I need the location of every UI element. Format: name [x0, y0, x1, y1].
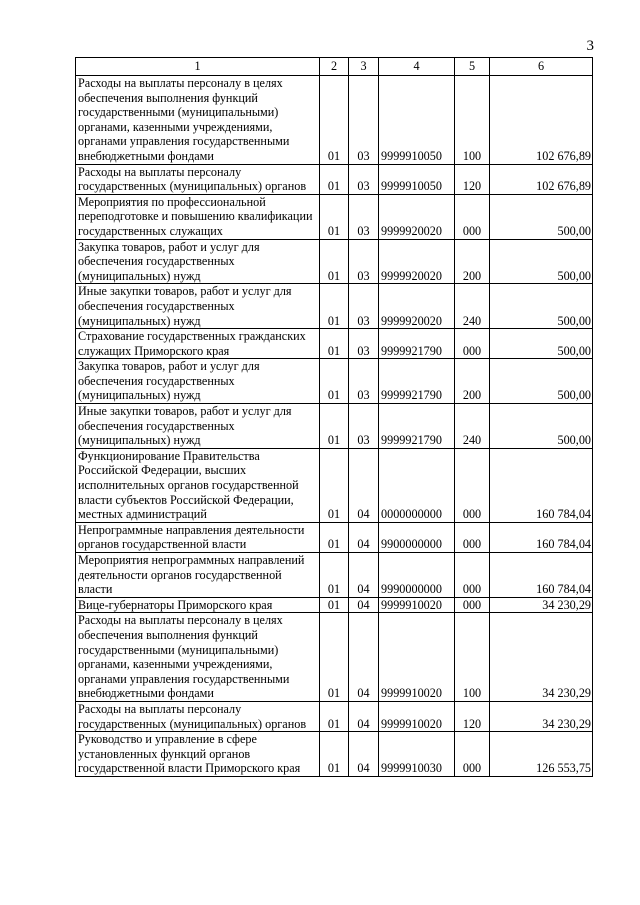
expense-type-code: 100: [455, 613, 490, 702]
subsection-code: 03: [349, 284, 379, 329]
table-row: [76, 76, 593, 165]
expense-type-code: 240: [455, 404, 490, 449]
target-article-code: 9900000000: [379, 522, 455, 552]
expense-type-code: 240: [455, 284, 490, 329]
expense-name: Мероприятия по профессиональной переподготовке и повышению квалификации государственных служащих: [76, 194, 320, 239]
section-code: 01: [320, 701, 349, 731]
amount: 160 784,04: [490, 448, 593, 522]
expense-type-code: 120: [455, 164, 490, 194]
section-code: 01: [320, 164, 349, 194]
target-article-code: 9999910020: [379, 613, 455, 702]
subsection-code: 04: [349, 522, 379, 552]
amount: 34 230,29: [490, 701, 593, 731]
amount: 160 784,04: [490, 553, 593, 598]
table-body: [76, 76, 593, 777]
section-code: 01: [320, 194, 349, 239]
section-code: 01: [320, 404, 349, 449]
page-number: 3: [586, 38, 594, 54]
amount: 34 230,29: [490, 597, 593, 613]
expense-name: Функционирование Правительства Российской Федерации, высших исполнительных органов государственной власти субъектов Российской Федерации, местных администраций: [76, 448, 320, 522]
table-row: [76, 732, 593, 777]
subsection-code: 03: [349, 404, 379, 449]
section-code: 01: [320, 553, 349, 598]
expense-name: Иные закупки товаров, работ и услуг для обеспечения государственных (муниципальных) нужд: [76, 404, 320, 449]
amount: 102 676,89: [490, 164, 593, 194]
expense-type-code: 000: [455, 597, 490, 613]
expense-type-code: 120: [455, 701, 490, 731]
amount: 500,00: [490, 359, 593, 404]
expense-name: Руководство и управление в сфере установленных функций органов государственной власти Приморского края: [76, 732, 320, 777]
column-header-5: 5: [455, 58, 490, 76]
expense-name: Расходы на выплаты персоналу в целях обеспечения выполнения функций государственными (муниципальными) органами, казенными учреждениями, органами управления государственными внебюджетными фондами: [76, 76, 320, 165]
column-header-2: 2: [320, 58, 349, 76]
expense-name: Страхование государственных гражданских служащих Приморского края: [76, 329, 320, 359]
section-code: 01: [320, 284, 349, 329]
target-article-code: 9999921790: [379, 404, 455, 449]
target-article-code: 0000000000: [379, 448, 455, 522]
target-article-code: 9999910020: [379, 701, 455, 731]
target-article-code: 9999910030: [379, 732, 455, 777]
table-row: [76, 613, 593, 702]
expense-type-code: 200: [455, 359, 490, 404]
column-header-3: 3: [349, 58, 379, 76]
expense-type-code: 000: [455, 448, 490, 522]
expense-type-code: 000: [455, 553, 490, 598]
expense-name: Непрограммные направления деятельности органов государственной власти: [76, 522, 320, 552]
expense-type-code: 000: [455, 329, 490, 359]
section-code: 01: [320, 613, 349, 702]
section-code: 01: [320, 732, 349, 777]
target-article-code: 9999920020: [379, 194, 455, 239]
subsection-code: 04: [349, 597, 379, 613]
subsection-code: 03: [349, 329, 379, 359]
section-code: 01: [320, 448, 349, 522]
expense-name: Закупка товаров, работ и услуг для обеспечения государственных (муниципальных) нужд: [76, 239, 320, 284]
amount: 126 553,75: [490, 732, 593, 777]
target-article-code: 9990000000: [379, 553, 455, 598]
amount: 34 230,29: [490, 613, 593, 702]
table-row: [76, 522, 593, 552]
section-code: 01: [320, 329, 349, 359]
table-row: [76, 284, 593, 329]
expense-name: Вице-губернаторы Приморского края: [76, 597, 320, 613]
table-header: [76, 58, 593, 76]
section-code: 01: [320, 359, 349, 404]
table-row: [76, 164, 593, 194]
table-row: [76, 359, 593, 404]
header-row: [76, 58, 593, 76]
amount: 500,00: [490, 194, 593, 239]
table-row: [76, 329, 593, 359]
table-row: [76, 239, 593, 284]
amount: 160 784,04: [490, 522, 593, 552]
section-code: 01: [320, 597, 349, 613]
table-row: [76, 701, 593, 731]
subsection-code: 03: [349, 164, 379, 194]
subsection-code: 03: [349, 359, 379, 404]
target-article-code: 9999921790: [379, 329, 455, 359]
expense-name: Закупка товаров, работ и услуг для обеспечения государственных (муниципальных) нужд: [76, 359, 320, 404]
expense-name: Мероприятия непрограммных направлений деятельности органов государственной власти: [76, 553, 320, 598]
amount: 500,00: [490, 284, 593, 329]
subsection-code: 03: [349, 239, 379, 284]
target-article-code: 9999920020: [379, 239, 455, 284]
target-article-code: 9999910050: [379, 164, 455, 194]
subsection-code: 03: [349, 76, 379, 165]
amount: 102 676,89: [490, 76, 593, 165]
budget-table: [75, 57, 593, 777]
section-code: 01: [320, 522, 349, 552]
subsection-code: 04: [349, 553, 379, 598]
table-row: [76, 194, 593, 239]
expense-name: Расходы на выплаты персоналу в целях обеспечения выполнения функций государственными (муниципальными) органами, казенными учреждениями, органами управления государственными внебюджетными фондами: [76, 613, 320, 702]
column-header-1: 1: [76, 58, 320, 76]
expense-name: Расходы на выплаты персоналу государственных (муниципальных) органов: [76, 701, 320, 731]
amount: 500,00: [490, 239, 593, 284]
subsection-code: 04: [349, 448, 379, 522]
expense-type-code: 000: [455, 732, 490, 777]
target-article-code: 9999910050: [379, 76, 455, 165]
subsection-code: 03: [349, 194, 379, 239]
target-article-code: 9999920020: [379, 284, 455, 329]
expense-type-code: 100: [455, 76, 490, 165]
table-row: [76, 553, 593, 598]
table-row: [76, 404, 593, 449]
expense-type-code: 200: [455, 239, 490, 284]
subsection-code: 04: [349, 701, 379, 731]
amount: 500,00: [490, 404, 593, 449]
expense-name: Расходы на выплаты персоналу государственных (муниципальных) органов: [76, 164, 320, 194]
table-row: [76, 597, 593, 613]
target-article-code: 9999921790: [379, 359, 455, 404]
column-header-4: 4: [379, 58, 455, 76]
section-code: 01: [320, 239, 349, 284]
subsection-code: 04: [349, 732, 379, 777]
column-header-6: 6: [490, 58, 593, 76]
subsection-code: 04: [349, 613, 379, 702]
section-code: 01: [320, 76, 349, 165]
expense-name: Иные закупки товаров, работ и услуг для обеспечения государственных (муниципальных) нужд: [76, 284, 320, 329]
amount: 500,00: [490, 329, 593, 359]
expense-type-code: 000: [455, 522, 490, 552]
table-row: [76, 448, 593, 522]
target-article-code: 9999910020: [379, 597, 455, 613]
expense-type-code: 000: [455, 194, 490, 239]
